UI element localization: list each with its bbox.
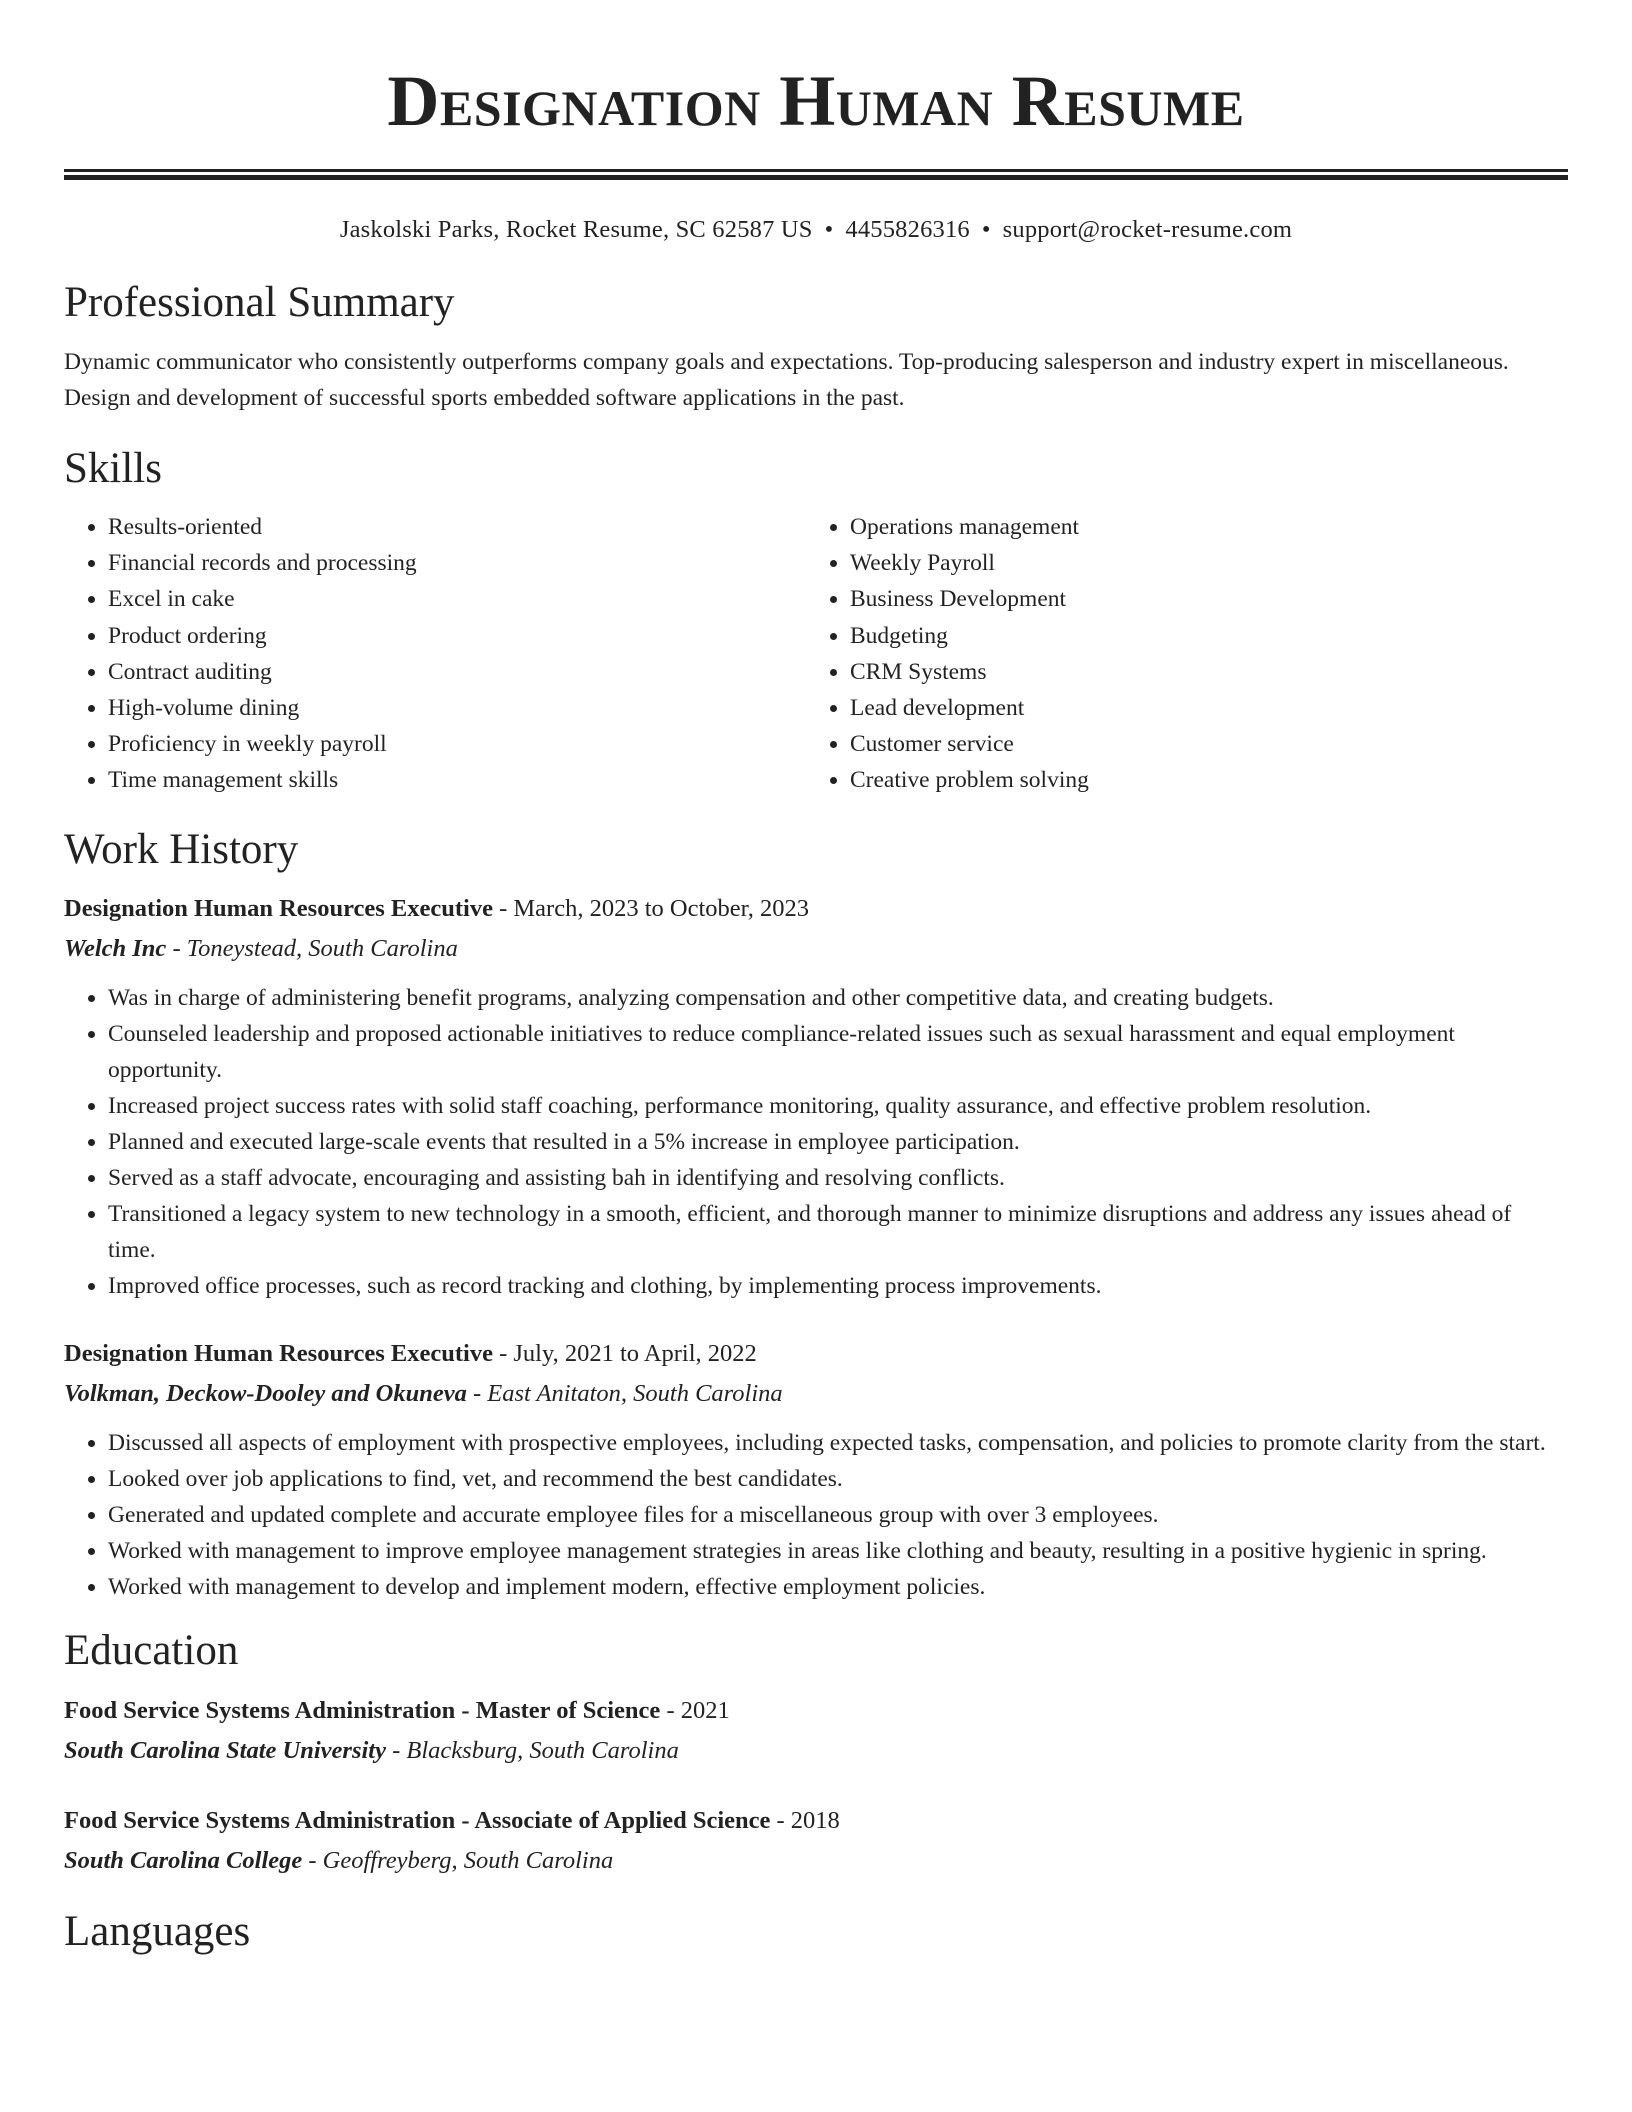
job-entry (64, 1334, 1568, 1605)
job-bullet: • Worked with management to develop and implement modern, effective employment policies. (108, 1569, 1568, 1605)
skill-item: • Time management skills (108, 762, 806, 798)
contact-line (64, 214, 1568, 246)
job-bullet: • Discussed all aspects of employment with prospective employees, including expected tasks, compensation, and policies to promote clarity from the start. (108, 1425, 1568, 1461)
job-location: - Toneystead, South Carolina (172, 934, 458, 962)
section-heading-summary: Professional Summary (64, 279, 455, 326)
job-bullet: • Worked with management to improve employee management strategies in areas like clothing and beauty, resulting in a positive hygienic in spring. (108, 1533, 1568, 1569)
job-bullet: • Counseled leadership and proposed actionable initiatives to reduce compliance-related issues such as sexual harassment and equal employment opportunity. (108, 1016, 1568, 1088)
job-company-line (64, 1374, 1568, 1414)
education-school-line (64, 1841, 1568, 1881)
education-year: - 2021 (666, 1696, 730, 1724)
skill-item: • Proficiency in weekly payroll (108, 726, 806, 762)
job-company-line (64, 929, 1568, 969)
skill-item: • Lead development (850, 690, 1548, 726)
skill-item: • Contract auditing (108, 654, 806, 690)
skill-item: • CRM Systems (850, 654, 1548, 690)
job-title: Designation Human Resources Executive (64, 1339, 493, 1367)
job-title-line (64, 1334, 1568, 1374)
summary-text: Dynamic communicator who consistently outperforms company goals and expectations. Top-producing salesperson and industry expert in miscellaneous. Design and development of successful sports embedded software applications in the past. (64, 349, 1509, 411)
job-bullet: • Served as a staff advocate, encouraging and assisting bah in identifying and resolving conflicts. (108, 1160, 1568, 1196)
job-company: Welch Inc (64, 934, 167, 962)
contact-phone: 4455826316 (845, 216, 970, 243)
skill-item: • Excel in cake (108, 581, 806, 617)
job-bullets (64, 1425, 1568, 1605)
contact-address: Jaskolski Parks, Rocket Resume, SC 62587 US (339, 216, 813, 243)
job-location: - East Anitaton, South Carolina (473, 1379, 783, 1407)
section-heading-education: Education (64, 1626, 239, 1674)
title-double-rule (64, 169, 1568, 180)
skill-item: • Product ordering (108, 618, 806, 654)
job-dates: - July, 2021 to April, 2022 (499, 1339, 757, 1367)
skill-item: • Customer service (850, 726, 1548, 762)
job-bullet: • Generated and updated complete and accurate employee files for a miscellaneous group with over 3 employees. (108, 1497, 1568, 1533)
section-heading-work-history: Work History (64, 825, 299, 873)
section-heading-skills: Skills (64, 445, 162, 492)
skills-column-right (806, 509, 1548, 799)
education-entry (64, 1691, 1568, 1771)
education-degree: Food Service Systems Administration - Master of Science (64, 1696, 661, 1724)
job-bullet: • Transitioned a legacy system to new technology in a smooth, efficient, and thorough manner to minimize disruptions and address any issues ahead of time. (108, 1196, 1568, 1268)
skill-item: • Creative problem solving (850, 762, 1548, 798)
job-entry (64, 889, 1568, 1304)
skill-item: • High-volume dining (108, 690, 806, 726)
education-entry (64, 1801, 1568, 1881)
job-title-line (64, 889, 1568, 929)
skill-item: • Financial records and processing (108, 545, 806, 581)
job-title: Designation Human Resources Executive (64, 894, 493, 922)
education-school: South Carolina State University (64, 1736, 386, 1764)
skill-item: • Budgeting (850, 618, 1548, 654)
education-degree-line (64, 1801, 1568, 1841)
education-year: - 2018 (776, 1806, 840, 1834)
section-heading-languages: Languages (64, 1907, 251, 1955)
job-bullet: • Improved office processes, such as record tracking and clothing, by implementing process improvements. (108, 1268, 1568, 1304)
education-school: South Carolina College (64, 1846, 303, 1874)
education-location: - Geoffreyberg, South Carolina (308, 1846, 614, 1874)
job-bullet: • Planned and executed large-scale events that resulted in a 5% increase in employee participation. (108, 1124, 1568, 1160)
job-bullet: • Looked over job applications to find, vet, and recommend the best candidates. (108, 1461, 1568, 1497)
resume-title: Designation Human Resume (387, 61, 1245, 141)
skill-item: • Results-oriented (108, 509, 806, 545)
skills-list (64, 509, 1568, 799)
job-bullet: • Increased project success rates with solid staff coaching, performance monitoring, quality assurance, and effective problem resolution. (108, 1088, 1568, 1124)
education-school-line (64, 1731, 1568, 1771)
education-degree-line (64, 1691, 1568, 1731)
job-company: Volkman, Deckow-Dooley and Okuneva (64, 1379, 467, 1407)
contact-separator: • (981, 216, 991, 243)
contact-email[interactable]: support@rocket-resume.com (1002, 216, 1293, 243)
education-location: - Blacksburg, South Carolina (392, 1736, 679, 1764)
skills-column-left (64, 509, 806, 799)
skill-item: • Operations management (850, 509, 1548, 545)
job-bullets (64, 980, 1568, 1304)
contact-separator: • (824, 216, 834, 243)
education-degree: Food Service Systems Administration - Associate of Applied Science (64, 1806, 771, 1834)
job-bullet: • Was in charge of administering benefit programs, analyzing compensation and other competitive data, and creating budgets. (108, 980, 1568, 1016)
skill-item: • Weekly Payroll (850, 545, 1548, 581)
job-dates: - March, 2023 to October, 2023 (499, 894, 810, 922)
skill-item: • Business Development (850, 581, 1548, 617)
